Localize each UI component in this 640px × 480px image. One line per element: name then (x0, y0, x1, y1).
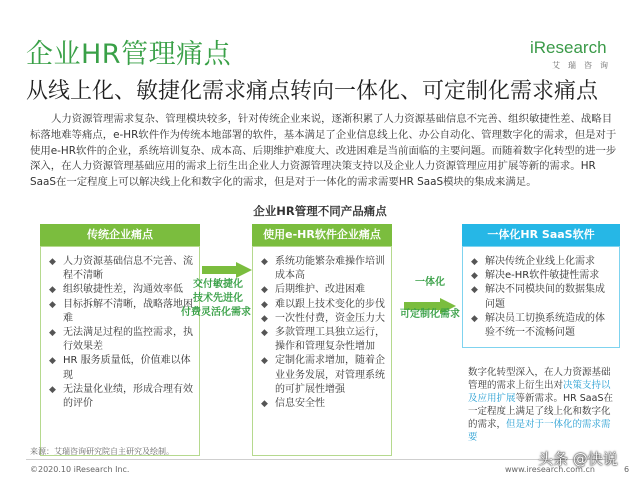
list-item: ◆ 目标拆解不清晰，战略落地困难 (49, 298, 193, 326)
copyright: ©2020.10 iResearch Inc. (30, 465, 130, 474)
logo-brand: iResearch (530, 38, 607, 57)
site-url: www.iresearch.com.cn (505, 465, 595, 474)
arrow-2-line2: 可定制化需求 (400, 309, 460, 320)
logo-sub: 艾瑞咨询 (552, 61, 616, 70)
list-item: ◆ 难以跟上技术变化的步伐 (261, 298, 385, 312)
list-item: ◆ HR 服务质量低，价值难以体现 (49, 354, 193, 382)
note-part3: 等新需求。HR SaaS在一定程度上满足了线上化和数字化的需求， (468, 393, 613, 430)
arrow-1-line3: 付费灵活化需求 (181, 307, 251, 318)
list-item: ◆ 多款管理工具独立运行，操作和管理复杂性增加 (261, 326, 385, 354)
list-item: ◆ 人力资源基础信息不完善、流程不清晰 (49, 255, 193, 283)
list-item: ◆ 解决e-HR软件敏捷性需求 (471, 269, 613, 283)
note-highlight-1: 决策支持以及应用扩展 (468, 380, 611, 404)
list-item: ◆ 一次性付费，资金压力大 (261, 312, 385, 326)
list-item: ◆ 组织敏捷性差，沟通效率低 (49, 283, 193, 297)
traditional-pain-body (40, 246, 200, 456)
arrow-2-line1: 一体化 (415, 277, 445, 288)
ehr-pain-title: 使用e-HR软件企业痛点 (252, 224, 392, 246)
list-item: ◆ 系统功能繁杂难操作培训成本高 (261, 255, 385, 283)
list-item: ◆ 后期维护、改进困难 (261, 283, 385, 297)
iresearch-logo (530, 38, 618, 74)
summary-note (468, 366, 616, 444)
ehr-pain-body (252, 246, 392, 456)
footer-divider (26, 459, 616, 460)
section-title: 企业HR管理不同产品痛点 (253, 204, 387, 218)
page-title: 企业HR管理痛点 (26, 39, 232, 70)
list-item: ◆ 无法量化业绩，形成合理有效的评价 (49, 383, 193, 411)
page-number: 6 (624, 465, 630, 474)
traditional-pain-box (40, 224, 200, 456)
note-highlight-2: 但是对于一体化的需求需要 (468, 419, 611, 443)
page-subtitle: 从线上化、敏捷化需求痛点转向一体化、可定制化需求痛点 (26, 79, 599, 104)
arrow-1 (178, 278, 258, 320)
integrated-saas-title: 一体化HR SaaS软件 (462, 224, 620, 246)
integrated-saas-body (462, 246, 620, 348)
list-item: ◆ 解决员工切换系统造成的体验不统一不流畅问题 (471, 312, 613, 340)
watermark: 头条 @快说 (538, 450, 618, 468)
integrated-saas-box (462, 224, 620, 348)
ehr-pain-box (252, 224, 392, 456)
list-item: ◆ 解决不同模块间的数据集成问题 (471, 283, 613, 311)
arrow-1-line1: 交付敏捷化 (193, 279, 243, 290)
note-part1: 数字化转型深入，在人力资源基础管理的需求上衍生出对 (468, 367, 611, 391)
arrow-2 (394, 277, 466, 322)
source-note: 来源：艾瑞咨询研究院自主研究及绘制。 (30, 447, 174, 456)
arrow-1-icon (202, 262, 252, 278)
list-item: ◆ 解决传统企业线上化需求 (471, 255, 613, 269)
list-item: ◆ 无法满足过程的监控需求，执行效果差 (49, 326, 193, 354)
intro-paragraph: 人力资源管理需求复杂、管理模块较多，针对传统企业来说，逐渐积累了人力资源基础信息不完善、组织敏捷性差、战略目标落地难等痛点，e-HR软件作为传统本地部署的软件，基本满足了企业信息线上化、办公自动化、管理数字化的需求，但是对于使用e-HR软件的企业，系统培训复杂、成本高、后期维护难度大、改进困难是当前面临的主要问题。而随着数字化转型的进一步深入，在人力资源管理基础应用的需求上衍生出企业人力资源管理决策支持以及企业人力资源管理应用扩展等新的需求。HR SaaS在一定程度上可以解决线上化和数字化的需求，但是对于一体化的需求需要HR SaaS模块的集成来满足。 (30, 113, 617, 189)
traditional-pain-title: 传统企业痛点 (40, 224, 200, 246)
arrow-1-line2: 技术先进化 (193, 293, 243, 304)
list-item: ◆ 信息安全性 (261, 397, 385, 411)
list-item: ◆ 定制化需求增加，随着企业业务发展，对管理系统的可扩展性增强 (261, 354, 385, 397)
